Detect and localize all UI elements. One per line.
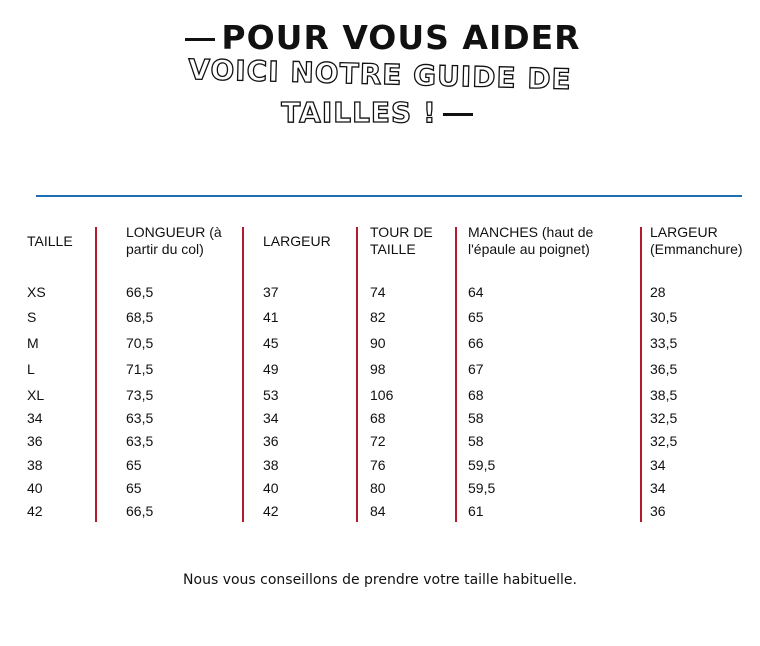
table-cell-width: 34 [263,410,279,426]
table-cell-sleeve: 58 [468,433,484,449]
table-cell-size: M [27,335,39,351]
table-cell-width: 36 [263,433,279,449]
table-cell-size: XL [27,387,45,403]
table-cell-armhole-width: 36,5 [650,361,678,377]
table-cell-sleeve: 65 [468,309,484,325]
table-cell-sleeve: 66 [468,335,484,351]
table-cell-waist: 90 [370,335,386,351]
table-cell-armhole-width: 36 [650,503,666,519]
table-cell-length: 66,5 [126,284,154,300]
table-cell-armhole-width: 28 [650,284,666,300]
table-cell-length: 70,5 [126,335,154,351]
table-cell-width: 37 [263,284,279,300]
subtitle-line-3-text: TAILLES ! [281,96,437,129]
column-divider [95,227,97,522]
table-cell-size: XS [27,284,46,300]
table-cell-length: 73,5 [126,387,154,403]
table-cell-width: 45 [263,335,279,351]
table-cell-length: 71,5 [126,361,154,377]
table-cell-width: 49 [263,361,279,377]
column-header-waist: TOUR DE TAILLE [370,224,433,257]
table-cell-waist: 68 [370,410,386,426]
table-cell-waist: 74 [370,284,386,300]
table-cell-width: 42 [263,503,279,519]
table-cell-sleeve: 59,5 [468,457,496,473]
title-dash-right [443,113,473,116]
column-header-width: LARGEUR [263,233,331,249]
table-cell-sleeve: 64 [468,284,484,300]
table-cell-sleeve: 61 [468,503,484,519]
column-divider [356,227,358,522]
column-divider [242,227,244,522]
table-cell-waist: 82 [370,309,386,325]
table-cell-sleeve: 67 [468,361,484,377]
table-cell-sleeve: 68 [468,387,484,403]
table-cell-size: 40 [27,480,43,496]
column-header-armhole-width: LARGEUR (Emmanchure) [650,224,743,257]
table-cell-waist: 106 [370,387,394,403]
column-header-sleeve: MANCHES (haut de l'épaule au poignet) [468,224,594,257]
table-cell-armhole-width: 38,5 [650,387,678,403]
table-cell-length: 63,5 [126,410,154,426]
table-cell-armhole-width: 33,5 [650,335,678,351]
table-cell-length: 68,5 [126,309,154,325]
footer-note: Nous vous conseillons de prendre votre taille habituelle. [183,572,577,588]
table-cell-size: 38 [27,457,43,473]
table-cell-size: L [27,361,35,377]
title-dash-left [185,38,215,41]
column-divider [455,227,457,522]
table-cell-length: 65 [126,480,142,496]
table-cell-width: 38 [263,457,279,473]
table-cell-size: 36 [27,433,43,449]
title-line-1: POUR VOUS AIDER [221,18,581,57]
table-cell-armhole-width: 34 [650,457,666,473]
table-cell-size: 42 [27,503,43,519]
column-divider [640,227,642,522]
table-cell-size: S [27,309,37,325]
table-cell-width: 40 [263,480,279,496]
table-cell-sleeve: 58 [468,410,484,426]
table-cell-waist: 98 [370,361,386,377]
table-cell-waist: 72 [370,433,386,449]
table-cell-armhole-width: 30,5 [650,309,678,325]
table-cell-waist: 76 [370,457,386,473]
table-cell-waist: 80 [370,480,386,496]
table-cell-size: 34 [27,410,43,426]
subtitle-line-3 [0,96,760,129]
subtitle-line-2: VOICI NOTRE GUIDE DE [187,52,573,97]
table-cell-armhole-width: 34 [650,480,666,496]
column-header-length: LONGUEUR (à partir du col) [126,224,222,257]
table-cell-armhole-width: 32,5 [650,410,678,426]
table-cell-length: 65 [126,457,142,473]
table-cell-length: 63,5 [126,433,154,449]
column-header-size: TAILLE [27,233,73,249]
table-cell-width: 41 [263,309,279,325]
header-rule [36,195,742,197]
table-cell-armhole-width: 32,5 [650,433,678,449]
table-cell-waist: 84 [370,503,386,519]
table-cell-width: 53 [263,387,279,403]
table-cell-length: 66,5 [126,503,154,519]
table-cell-sleeve: 59,5 [468,480,496,496]
